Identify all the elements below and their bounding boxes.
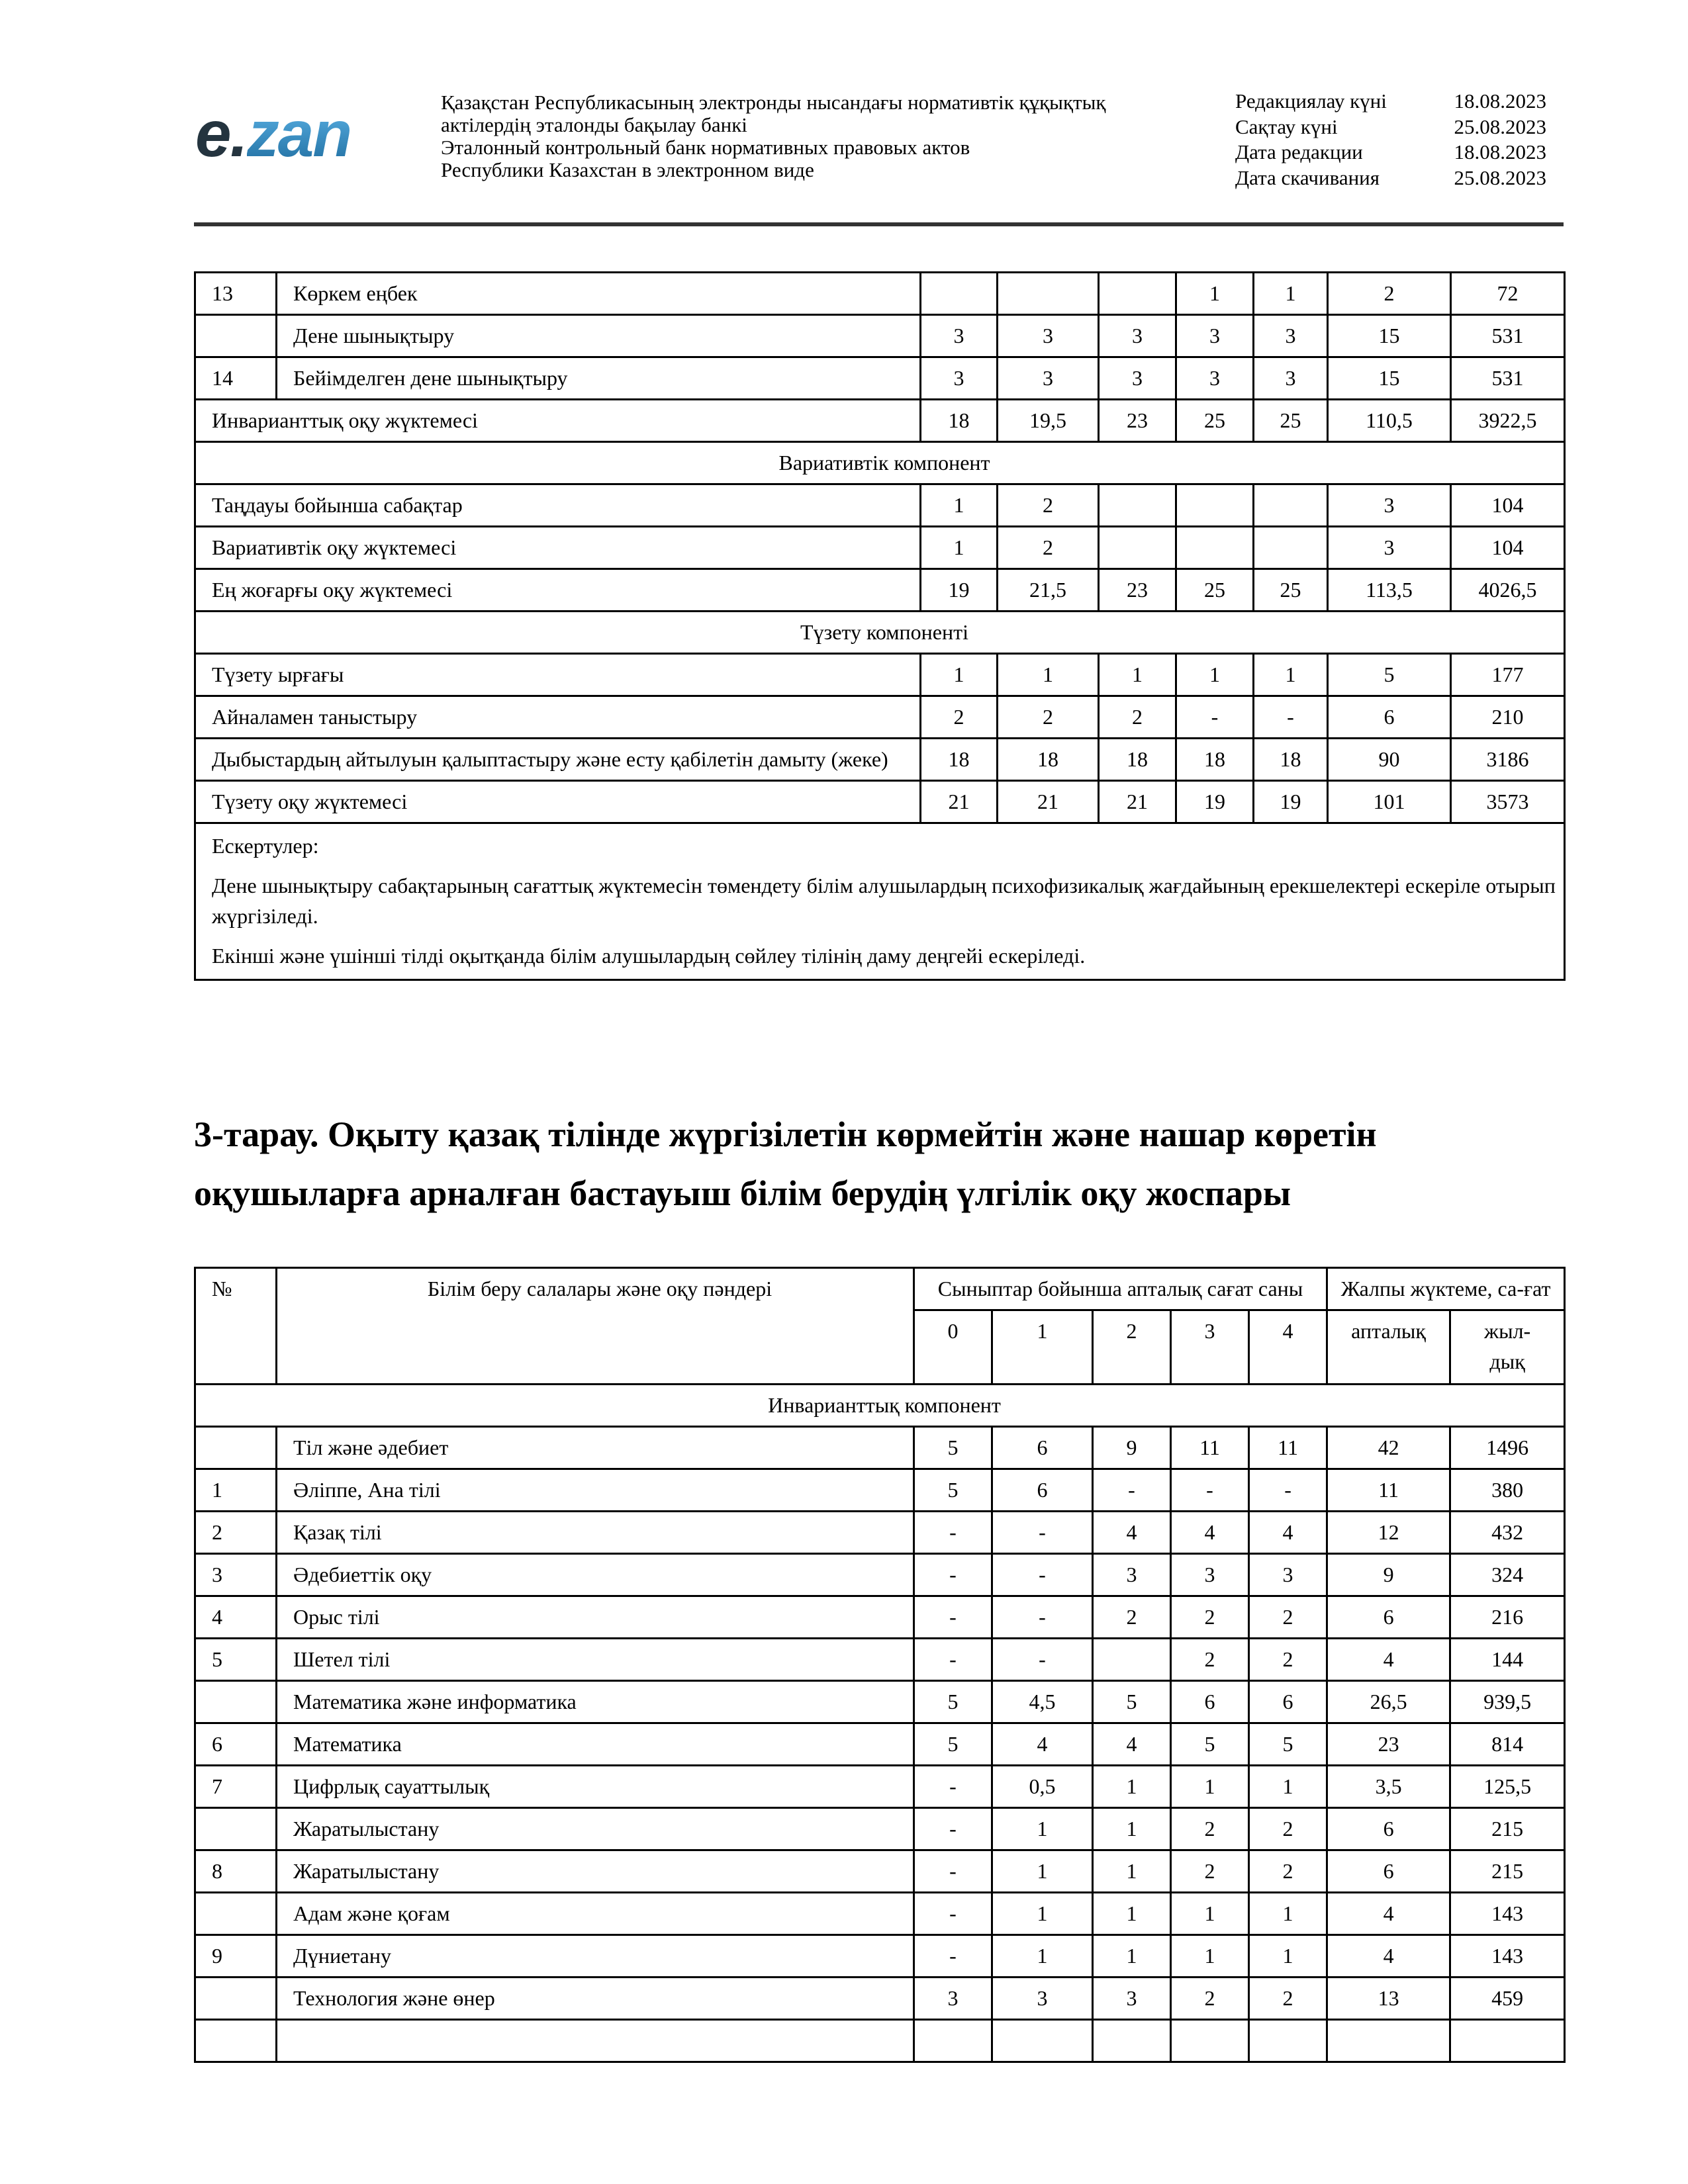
hours-cell: 3: [1328, 484, 1451, 527]
hours-cell: 101: [1328, 781, 1451, 823]
hours-cell: 6: [992, 1469, 1093, 1512]
hours-cell: 459: [1450, 1978, 1565, 2020]
hours-cell: 1: [1176, 654, 1254, 696]
hours-cell: 21: [1099, 781, 1176, 823]
hours-cell: 42: [1327, 1427, 1450, 1469]
ezan-logo: e.zan: [195, 97, 352, 170]
hours-cell: 25: [1176, 400, 1254, 442]
hours-cell: 3186: [1451, 739, 1565, 781]
row-number: 4: [195, 1596, 277, 1639]
header-number: №: [195, 1268, 277, 1385]
hours-cell: 531: [1451, 315, 1565, 357]
hours-cell: 4026,5: [1451, 569, 1565, 612]
hours-cell: 4: [1327, 1935, 1450, 1978]
hours-cell: 5: [1328, 654, 1451, 696]
hours-cell: 5: [1249, 1723, 1327, 1766]
hours-cell: [1093, 1639, 1171, 1681]
header-grade: 4: [1249, 1310, 1327, 1385]
hours-cell: 3: [921, 315, 998, 357]
row-number: 8: [195, 1850, 277, 1893]
hours-cell: 215: [1450, 1850, 1565, 1893]
table-row: [195, 1681, 1565, 1723]
row-number: 5: [195, 1639, 277, 1681]
header-subject: Білім беру салалары және оқу пәндері: [277, 1268, 914, 1385]
hours-cell: 21: [921, 781, 998, 823]
table-row: [195, 1427, 1565, 1469]
row-number: 3: [195, 1554, 277, 1596]
hours-cell: 18: [1254, 739, 1328, 781]
hours-cell: 3: [1176, 357, 1254, 400]
hours-cell: 216: [1450, 1596, 1565, 1639]
hours-cell: 18: [1176, 739, 1254, 781]
hours-cell: 2: [1171, 1978, 1249, 2020]
hours-cell: 814: [1450, 1723, 1565, 1766]
hours-cell: 3: [998, 315, 1099, 357]
subject-name: [277, 2020, 914, 2062]
hours-cell: 25: [1254, 569, 1328, 612]
subject-name: Технология және өнер: [277, 1978, 914, 2020]
hours-cell: [1099, 273, 1176, 315]
notes-cell: [195, 823, 1565, 980]
hours-cell: 1: [998, 654, 1099, 696]
header-grade: 0: [914, 1310, 992, 1385]
hours-cell: 72: [1451, 273, 1565, 315]
table-row: [195, 1512, 1565, 1554]
hours-cell: 1: [1249, 1893, 1327, 1935]
section-row: [195, 1385, 1565, 1427]
hours-cell: 23: [1099, 569, 1176, 612]
hours-cell: [998, 273, 1099, 315]
row-label: Дыбыстардың айтылуын қалыптастыру және есту қабілетін дамыту (жеке): [195, 739, 921, 781]
hours-cell: 1: [992, 1850, 1093, 1893]
hours-cell: 1: [1093, 1766, 1171, 1808]
hours-cell: 23: [1327, 1723, 1450, 1766]
hours-cell: 3: [998, 357, 1099, 400]
table-row: [195, 1850, 1565, 1893]
subject-name: Математика және информатика: [277, 1681, 914, 1723]
hours-cell: [1450, 2020, 1565, 2062]
row-number: 2: [195, 1512, 277, 1554]
meta-edit-date-ru: Дата редакции 18.08.2023: [1235, 140, 1546, 163]
hours-cell: 177: [1451, 654, 1565, 696]
header-weekly: апталық: [1327, 1310, 1450, 1385]
hours-cell: 2: [1171, 1850, 1249, 1893]
hours-cell: [1099, 484, 1176, 527]
row-label: Түзету оқу жүктемесі: [195, 781, 921, 823]
hours-cell: 11: [1171, 1427, 1249, 1469]
hours-cell: [1093, 2020, 1171, 2062]
hours-cell: 5: [914, 1469, 992, 1512]
hours-cell: 1: [921, 654, 998, 696]
hours-cell: 4: [1249, 1512, 1327, 1554]
hours-cell: 143: [1450, 1893, 1565, 1935]
hours-cell: 0,5: [992, 1766, 1093, 1808]
hours-cell: -: [992, 1596, 1093, 1639]
subject-name: Көркем еңбек: [277, 273, 921, 315]
hours-cell: [1176, 484, 1254, 527]
hours-cell: 5: [914, 1723, 992, 1766]
subject-name: Цифрлық сауаттылық: [277, 1766, 914, 1808]
subject-name: Дүниетану: [277, 1935, 914, 1978]
hours-cell: 2: [1249, 1808, 1327, 1850]
hours-cell: 5: [1171, 1723, 1249, 1766]
header-weekly-hours: Сыныптар бойынша апталық сағат саны: [914, 1268, 1327, 1310]
header-grade: 3: [1171, 1310, 1249, 1385]
header-divider: [194, 222, 1564, 226]
header-grade: 2: [1093, 1310, 1171, 1385]
subject-name: Математика: [277, 1723, 914, 1766]
hours-cell: 9: [1093, 1427, 1171, 1469]
hours-cell: 6: [1327, 1808, 1450, 1850]
hours-cell: 1: [1254, 654, 1328, 696]
hours-cell: 215: [1450, 1808, 1565, 1850]
table-row: [195, 357, 1565, 400]
section-label: Вариативтік компонент: [195, 442, 1565, 484]
hours-cell: -: [1254, 696, 1328, 739]
hours-cell: 21,5: [998, 569, 1099, 612]
hours-cell: 2: [1249, 1596, 1327, 1639]
hours-cell: 2: [998, 484, 1099, 527]
hours-cell: 90: [1328, 739, 1451, 781]
total-row: [195, 400, 1565, 442]
hours-cell: 2: [998, 696, 1099, 739]
hours-cell: 6: [1249, 1681, 1327, 1723]
hours-cell: -: [914, 1893, 992, 1935]
subject-name: Қазақ тілі: [277, 1512, 914, 1554]
subject-name: Әліппе, Ана тілі: [277, 1469, 914, 1512]
section-label: Түзету компоненті: [195, 612, 1565, 654]
hours-cell: 25: [1254, 400, 1328, 442]
hours-cell: 19: [1254, 781, 1328, 823]
hours-cell: [1171, 2020, 1249, 2062]
section-row: [195, 612, 1565, 654]
hours-cell: 9: [1327, 1554, 1450, 1596]
hours-cell: 4: [1327, 1893, 1450, 1935]
curriculum-table-continued: [194, 271, 1566, 981]
hours-cell: 1: [1249, 1766, 1327, 1808]
hours-cell: 1: [1093, 1808, 1171, 1850]
subject-name: Тіл және әдебиет: [277, 1427, 914, 1469]
hours-cell: 18: [998, 739, 1099, 781]
hours-cell: 1: [1171, 1935, 1249, 1978]
subject-name: Жаратылыстану: [277, 1808, 914, 1850]
total-row: [195, 739, 1565, 781]
meta-edit-date-kz: Редакциялау күні 18.08.2023: [1235, 89, 1546, 113]
hours-cell: 19,5: [998, 400, 1099, 442]
hours-cell: 1: [992, 1893, 1093, 1935]
subject-name: Шетел тілі: [277, 1639, 914, 1681]
hours-cell: 939,5: [1450, 1681, 1565, 1723]
row-number: [195, 1427, 277, 1469]
row-label: Таңдауы бойынша сабақтар: [195, 484, 921, 527]
subject-name: Орыс тілі: [277, 1596, 914, 1639]
notes-row: [195, 823, 1565, 980]
hours-cell: -: [914, 1639, 992, 1681]
hours-cell: 1: [1171, 1766, 1249, 1808]
hours-cell: 2: [1171, 1808, 1249, 1850]
hours-cell: 432: [1450, 1512, 1565, 1554]
hours-cell: 11: [1249, 1427, 1327, 1469]
header-org-line: Қазақстан Республикасының электронды нысандағы нормативтік құқықтық: [441, 91, 1106, 114]
hours-cell: 1: [1093, 1893, 1171, 1935]
hours-cell: [1176, 527, 1254, 569]
meta-download-date-ru: Дата скачивания 25.08.2023: [1235, 165, 1546, 189]
hours-cell: 3: [1093, 1554, 1171, 1596]
table-row: [195, 1766, 1565, 1808]
row-number: [195, 1893, 277, 1935]
row-number: [195, 315, 277, 357]
hours-cell: 2: [1249, 1978, 1327, 2020]
hours-cell: -: [992, 1554, 1093, 1596]
hours-cell: 6: [1327, 1850, 1450, 1893]
row-number: 13: [195, 273, 277, 315]
row-number: [195, 2020, 277, 2062]
hours-cell: 3: [1171, 1554, 1249, 1596]
hours-cell: 3: [1254, 357, 1328, 400]
section-heading: 3-тарау. Оқыту қазақ тілінде жүргізілетін көрмейтін және нашар көретін оқушыларға арналған бастауыш білім берудің үлгілік оқу жоспары: [194, 1115, 1377, 1213]
hours-cell: 2: [921, 696, 998, 739]
hours-cell: -: [992, 1639, 1093, 1681]
hours-cell: 18: [1099, 739, 1176, 781]
hours-cell: -: [1093, 1469, 1171, 1512]
hours-cell: 4,5: [992, 1681, 1093, 1723]
row-number: [195, 1808, 277, 1850]
hours-cell: 110,5: [1328, 400, 1451, 442]
hours-cell: 2: [1099, 696, 1176, 739]
subject-name: Жаратылыстану: [277, 1850, 914, 1893]
header-org-line: актілердің эталонды бақылау банкі: [441, 113, 747, 136]
table-header-row: [195, 1268, 1565, 1310]
total-row: [195, 781, 1565, 823]
hours-cell: 2: [1171, 1639, 1249, 1681]
note-text: Ескертулер:: [212, 834, 319, 858]
hours-cell: 2: [1249, 1639, 1327, 1681]
hours-cell: 2: [1328, 273, 1451, 315]
note-text: Дене шынықтыру сабақтарының сағаттық жүктемесін төмендету білім алушылардың психофизикалық жағдайының ерекшелектері ескеріле отырып жүргізіледі.: [212, 874, 1556, 928]
subject-name: Адам және қоғам: [277, 1893, 914, 1935]
note-text: Екінші және үшінші тілді оқытқанда білім алушылардың сөйлеу тілінің даму деңгейі ескеріледі.: [212, 944, 1086, 968]
hours-cell: 12: [1327, 1512, 1450, 1554]
hours-cell: 3922,5: [1451, 400, 1565, 442]
hours-cell: 2: [1093, 1596, 1171, 1639]
table-row: [195, 1639, 1565, 1681]
header-organization: [441, 91, 1202, 181]
hours-cell: -: [914, 1596, 992, 1639]
hours-cell: -: [914, 1512, 992, 1554]
hours-cell: 1: [1099, 654, 1176, 696]
hours-cell: 3: [992, 1978, 1093, 2020]
row-number: 7: [195, 1766, 277, 1808]
row-number: 1: [195, 1469, 277, 1512]
hours-cell: -: [914, 1554, 992, 1596]
hours-cell: 3: [1328, 527, 1451, 569]
header-dates: [1235, 89, 1546, 191]
hours-cell: [914, 2020, 992, 2062]
row-number: 14: [195, 357, 277, 400]
hours-cell: -: [1176, 696, 1254, 739]
hours-cell: 4: [992, 1723, 1093, 1766]
hours-cell: 1: [1254, 273, 1328, 315]
subject-name: Әдебиеттік оқу: [277, 1554, 914, 1596]
curriculum-table: [194, 1267, 1566, 2063]
hours-cell: 210: [1451, 696, 1565, 739]
hours-cell: 11: [1327, 1469, 1450, 1512]
hours-cell: 1: [1171, 1893, 1249, 1935]
subject-name: Дене шынықтыру: [277, 315, 921, 357]
hours-cell: 1: [992, 1808, 1093, 1850]
hours-cell: [992, 2020, 1093, 2062]
hours-cell: 21: [998, 781, 1099, 823]
total-row: [195, 484, 1565, 527]
hours-cell: 18: [921, 739, 998, 781]
hours-cell: 113,5: [1328, 569, 1451, 612]
hours-cell: 3: [1099, 357, 1176, 400]
row-label: Инварианттық оқу жүктемесі: [195, 400, 921, 442]
hours-cell: 4: [1093, 1723, 1171, 1766]
hours-cell: 1: [992, 1935, 1093, 1978]
hours-cell: -: [992, 1512, 1093, 1554]
hours-cell: 13: [1327, 1978, 1450, 2020]
row-label: Ең жоғарғы оқу жүктемесі: [195, 569, 921, 612]
total-row: [195, 569, 1565, 612]
table-row: [195, 1469, 1565, 1512]
hours-cell: 4: [1093, 1512, 1171, 1554]
table-row: [195, 315, 1565, 357]
hours-cell: 3: [1099, 315, 1176, 357]
hours-cell: 19: [1176, 781, 1254, 823]
row-number: [195, 1978, 277, 2020]
hours-cell: 1: [921, 527, 998, 569]
hours-cell: 1: [1093, 1935, 1171, 1978]
hours-cell: 1: [1176, 273, 1254, 315]
hours-cell: 531: [1451, 357, 1565, 400]
hours-cell: 6: [1171, 1681, 1249, 1723]
table-row: [195, 1596, 1565, 1639]
total-row: [195, 654, 1565, 696]
row-number: 6: [195, 1723, 277, 1766]
section-label: Инварианттық компонент: [195, 1385, 1565, 1427]
hours-cell: [1099, 527, 1176, 569]
hours-cell: 6: [1327, 1596, 1450, 1639]
hours-cell: 6: [1328, 696, 1451, 739]
total-row: [195, 527, 1565, 569]
hours-cell: [1254, 527, 1328, 569]
hours-cell: 5: [1093, 1681, 1171, 1723]
hours-cell: 26,5: [1327, 1681, 1450, 1723]
hours-cell: 4: [1327, 1639, 1450, 1681]
table-row: [195, 1978, 1565, 2020]
table-row: [195, 1554, 1565, 1596]
hours-cell: 15: [1328, 357, 1451, 400]
hours-cell: 1: [921, 484, 998, 527]
hours-cell: -: [1249, 1469, 1327, 1512]
hours-cell: 3: [1176, 315, 1254, 357]
hours-cell: 3: [1093, 1978, 1171, 2020]
subject-name: Бейімделген дене шынықтыру: [277, 357, 921, 400]
header-org-line: Эталонный контрольный банк нормативных правовых актов: [441, 136, 970, 159]
total-row: [195, 696, 1565, 739]
row-label: Айналамен таныстыру: [195, 696, 921, 739]
meta-save-date-kz: Сақтау күні 25.08.2023: [1235, 114, 1546, 138]
hours-cell: 3,5: [1327, 1766, 1450, 1808]
hours-cell: 143: [1450, 1935, 1565, 1978]
table-row: [195, 1893, 1565, 1935]
hours-cell: [921, 273, 998, 315]
header-grade: 1: [992, 1310, 1093, 1385]
hours-cell: 125,5: [1450, 1766, 1565, 1808]
row-number: 9: [195, 1935, 277, 1978]
header-total-load: Жалпы жүктеме, са-ғат: [1327, 1268, 1565, 1310]
hours-cell: 1: [1249, 1935, 1327, 1978]
hours-cell: 2: [998, 527, 1099, 569]
hours-cell: 3: [1249, 1554, 1327, 1596]
hours-cell: 5: [914, 1681, 992, 1723]
hours-cell: [1249, 2020, 1327, 2062]
hours-cell: 1: [1093, 1850, 1171, 1893]
hours-cell: 104: [1451, 527, 1565, 569]
section-row: [195, 442, 1565, 484]
table-row: [195, 273, 1565, 315]
hours-cell: -: [914, 1808, 992, 1850]
hours-cell: 3: [921, 357, 998, 400]
hours-cell: -: [1171, 1469, 1249, 1512]
hours-cell: 5: [914, 1427, 992, 1469]
row-label: Түзету ырғағы: [195, 654, 921, 696]
hours-cell: -: [914, 1850, 992, 1893]
header-org-line: Республики Казахстан в электронном виде: [441, 158, 814, 181]
hours-cell: 6: [992, 1427, 1093, 1469]
hours-cell: 3573: [1451, 781, 1565, 823]
hours-cell: -: [914, 1766, 992, 1808]
hours-cell: 2: [1171, 1596, 1249, 1639]
row-label: Вариативтік оқу жүктемесі: [195, 527, 921, 569]
table-row: [195, 2020, 1565, 2062]
row-number: [195, 1681, 277, 1723]
hours-cell: 380: [1450, 1469, 1565, 1512]
hours-cell: 18: [921, 400, 998, 442]
hours-cell: 3: [914, 1978, 992, 2020]
hours-cell: 1496: [1450, 1427, 1565, 1469]
hours-cell: -: [914, 1935, 992, 1978]
hours-cell: [1327, 2020, 1450, 2062]
hours-cell: 15: [1328, 315, 1451, 357]
hours-cell: 23: [1099, 400, 1176, 442]
table-row: [195, 1808, 1565, 1850]
hours-cell: 324: [1450, 1554, 1565, 1596]
hours-cell: 4: [1171, 1512, 1249, 1554]
table-row: [195, 1935, 1565, 1978]
hours-cell: 3: [1254, 315, 1328, 357]
hours-cell: 144: [1450, 1639, 1565, 1681]
hours-cell: 19: [921, 569, 998, 612]
hours-cell: 25: [1176, 569, 1254, 612]
header-yearly: жыл-дық: [1450, 1310, 1565, 1385]
hours-cell: [1254, 484, 1328, 527]
hours-cell: 2: [1249, 1850, 1327, 1893]
table-row: [195, 1723, 1565, 1766]
hours-cell: 104: [1451, 484, 1565, 527]
